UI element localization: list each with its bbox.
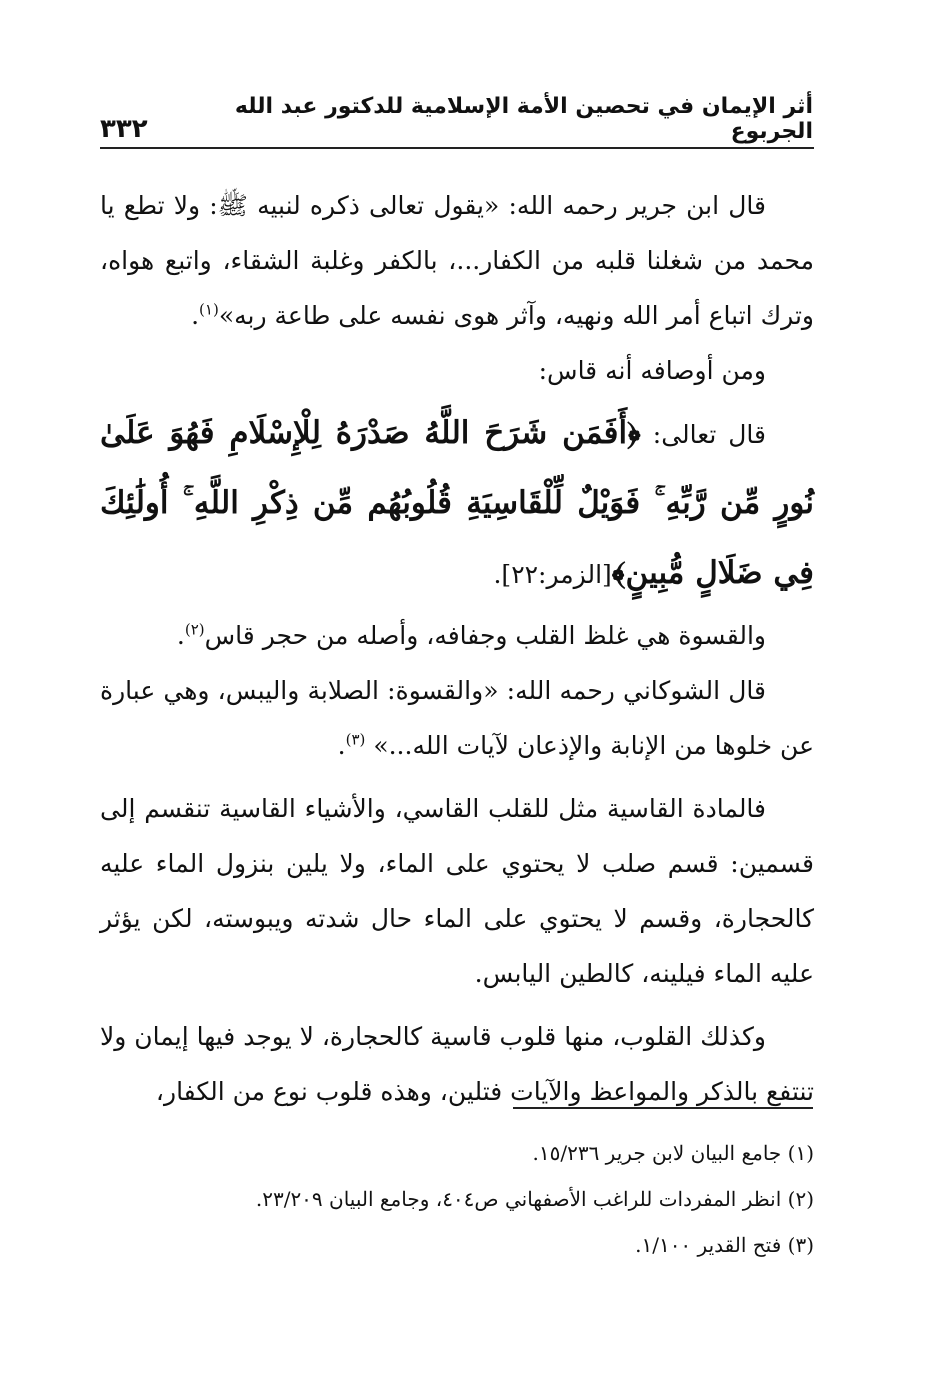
verse-intro: قال تعالى:: [640, 420, 766, 449]
paragraph-text: والقسوة هي غلظ القلب وجفافه، وأصله من حجر قاس: [204, 621, 766, 650]
footnote-ref-3: (٣): [345, 730, 366, 749]
quran-verse: ﴿أَفَمَن شَرَحَ اللَّهُ صَدْرَهُ لِلْإِسْلَامِ فَهُوَ عَلَىٰ نُورٍ مِّن رَّبِّهِ ۚ فَوَيْلٌ لِّلْقَاسِيَةِ قُلُوبُهُم مِّن ذِكْرِ اللَّهِ ۚ أُولَٰئِكَ فِي ضَلَالٍ مُّبِينٍ﴾: [100, 415, 814, 591]
footnote-3: (٣) فتح القدير ١/١٠٠.: [635, 1233, 814, 1257]
paragraph-hard-matter: فالمادة القاسية مثل للقلب القاسي، والأشياء القاسية تنقسم إلى قسمين: قسم صلب لا يحتوي على الماء، ولا يلين بنزول الماء عليه كالحجارة، وقسم لا يحتوي على الماء حال شدته ويبوسته، لكن يؤثر عليه الماء فيلينه، كالطين اليابس.: [100, 794, 814, 988]
footnote-1: (١) جامع البيان لابن جرير ١٥/٢٣٦.: [532, 1141, 814, 1165]
main-text: [100, 178, 814, 1119]
footnote-ref-1: (١): [199, 300, 219, 319]
paragraph-hearts: وكذلك القلوب، منها قلوب قاسية كالحجارة، لا يوجد فيها إيمان ولا تنتفع بالذكر والمواعظ والآيات فتلين، وهذه قلوب نوع من الكفار،: [100, 1022, 814, 1106]
running-title: أثر الإيمان في تحصين الأمة الإسلامية للدكتور عبد الله الجربوع: [234, 94, 813, 144]
verse-reference: [الزمر:٢٢].: [493, 560, 612, 589]
paragraph-text: قال ابن جرير رحمه الله: «يقول تعالى ذكره لنبيه ﷺ: ولا تطع يا محمد من شغلنا قلبه من الكفار...، بالكفر وغلبة الشقاء، واتبع هواه، وترك اتباع أمر الله ونهيه، وآثر هوى نفسه على طاعة ربه»: [100, 191, 814, 330]
footnotes: [100, 1130, 814, 1268]
paragraph-definition: والقسوة هي غلظ القلب وجفافه، وأصله من حجر قاس$^{(٢)}$.: [176, 620, 766, 650]
page-number: ٣٣٢: [100, 114, 148, 144]
paragraph-description: ومن أوصافه أنه قاس:: [538, 356, 766, 385]
header-rule: [100, 147, 814, 149]
paragraph-text: قال الشوكاني رحمه الله: «والقسوة: الصلابة واليبس، وهي عبارة عن خلوها من الإنابة والإذعان لآيات الله...»: [100, 676, 814, 760]
paragraph-ibn-jarir: قال ابن جرير رحمه الله: «يقول تعالى ذكره لنبيه ﷺ: ولا تطع يا محمد من شغلنا قلبه من الكفار...، بالكفر وغلبة الشقاء، واتبع هواه، وترك اتباع أمر الله ونهيه، وآثر هوى نفسه على طاعة ربه»$^{(١)}$.: [100, 191, 814, 330]
footnote-ref-2: (٢): [184, 620, 205, 639]
footnote-2: (٢) انظر المفردات للراغب الأصفهاني ص٤٠٤، وجامع البيان ٢٣/٢٠٩.: [255, 1187, 814, 1211]
running-header: [100, 94, 813, 144]
paragraph-shawkani: قال الشوكاني رحمه الله: «والقسوة: الصلابة واليبس، وهي عبارة عن خلوها من الإنابة والإذعان لآيات الله...» $^{(٣)}$.: [100, 676, 814, 760]
paragraph-verse: [100, 398, 814, 608]
footnote-rule: [513, 1107, 813, 1109]
